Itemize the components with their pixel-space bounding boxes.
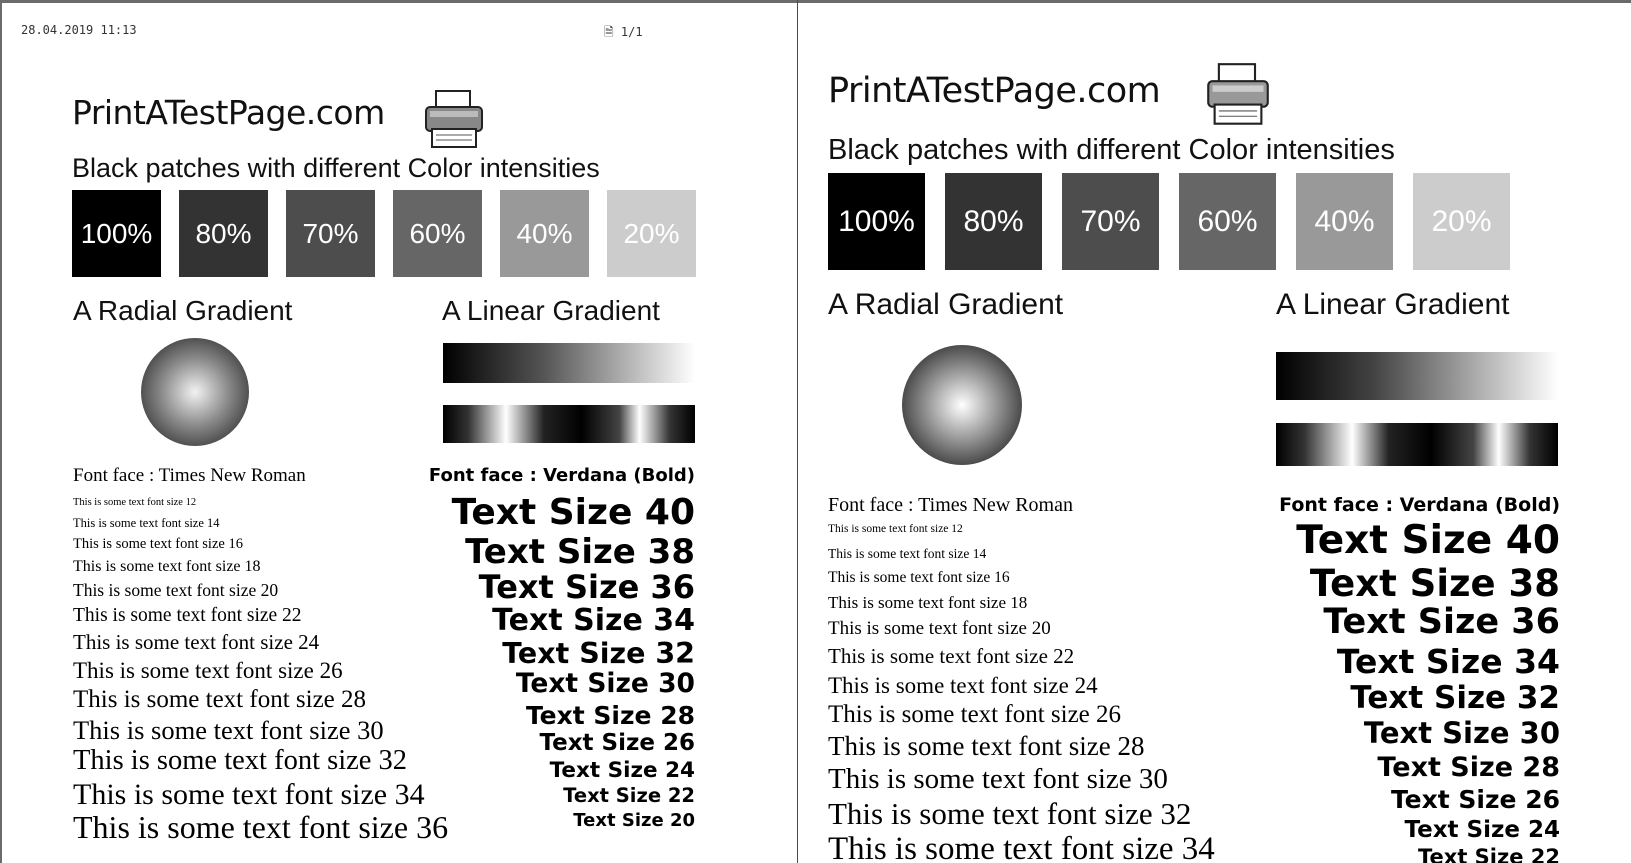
tnr-sample-line: This is some text font size 32 <box>828 796 1192 831</box>
repeating-gradient-bar <box>1276 423 1558 466</box>
tnr-sample-line: This is some text font size 16 <box>73 536 243 552</box>
verdana-sample-line: Text Size 28 <box>1377 752 1560 783</box>
print-timestamp: 28.04.2019 11:13 <box>21 23 137 37</box>
color-patch: 100% <box>828 173 925 270</box>
tnr-sample-line: This is some text font size 24 <box>828 673 1098 698</box>
color-patch: 100% <box>72 190 161 277</box>
verdana-sample-line: Text Size 40 <box>451 492 695 533</box>
verdana-sample-line: Text Size 36 <box>1323 602 1560 642</box>
verdana-sample-line: Text Size 32 <box>1350 680 1560 716</box>
tnr-sample-line: This is some text font size 18 <box>73 558 261 575</box>
printer-icon <box>422 89 486 151</box>
linear-gradient-title: A Linear Gradient <box>442 295 660 326</box>
linear-gradient-title: A Linear Gradient <box>1276 288 1510 321</box>
color-patch: 40% <box>500 190 589 277</box>
linear-gradient-bar <box>443 343 695 383</box>
tnr-sample-line: This is some text font size 18 <box>828 593 1028 612</box>
verdana-sample-line: Text Size 26 <box>539 730 695 756</box>
logo-text: PrintATestPage.com <box>828 71 1161 111</box>
tnr-sample-line: This is some text font size 26 <box>828 701 1122 728</box>
tnr-sample-line: This is some text font size 12 <box>828 523 963 535</box>
radial-gradient-title: A Radial Gradient <box>73 295 293 326</box>
color-patch: 80% <box>945 173 1042 270</box>
verdana-sample-line: Text Size 30 <box>1363 716 1560 750</box>
tnr-sample-line: This is some text font size 22 <box>73 605 302 626</box>
logo-text: PrintATestPage.com <box>72 93 385 132</box>
color-patch: 60% <box>393 190 482 277</box>
patches-title: Black patches with different Color intensities <box>72 153 600 183</box>
tnr-sample-line: This is some text font size 30 <box>73 715 384 745</box>
tnr-sample-line: This is some text font size 12 <box>73 497 197 508</box>
verdana-sample-line: Text Size 34 <box>492 603 695 638</box>
verdana-samples <box>1220 518 1560 863</box>
tnr-sample-line: This is some text font size 14 <box>828 546 987 561</box>
repeating-gradient-bar <box>443 405 695 443</box>
tnr-sample-line: This is some text font size 28 <box>828 731 1145 761</box>
tnr-sample-line: This is some text font size 16 <box>828 569 1010 586</box>
color-patch: 70% <box>286 190 375 277</box>
verdana-sample-line: Text Size 22 <box>1418 845 1560 863</box>
tnr-sample-line: This is some text font size 36 <box>73 809 449 845</box>
color-patch: 20% <box>1413 173 1510 270</box>
verdana-sample-line: Text Size 24 <box>1404 817 1560 843</box>
tnr-sample-line: This is some text font size 26 <box>73 658 343 683</box>
tnr-sample-line: This is some text font size 20 <box>73 580 279 600</box>
radial-gradient-circle <box>902 345 1022 465</box>
color-patch: 80% <box>179 190 268 277</box>
patches-title: Black patches with different Color intensities <box>828 134 1395 166</box>
radial-gradient-circle <box>141 338 249 446</box>
tnr-sample-line: This is some text font size 28 <box>73 686 367 713</box>
color-patch: 70% <box>1062 173 1159 270</box>
color-patch: 60% <box>1179 173 1276 270</box>
page-counter-value: 1/1 <box>620 25 643 39</box>
tnr-sample-line: This is some text font size 24 <box>73 630 320 654</box>
tnr-heading: Font face : Times New Roman <box>828 494 1073 516</box>
verdana-sample-line: Text Size 20 <box>573 810 695 831</box>
verdana-sample-line: Text Size 22 <box>563 784 695 807</box>
verdana-sample-line: Text Size 30 <box>515 668 695 699</box>
verdana-sample-line: Text Size 26 <box>1390 785 1560 814</box>
verdana-samples <box>375 492 695 863</box>
verdana-sample-line: Text Size 38 <box>1309 562 1560 605</box>
tnr-samples <box>828 523 1248 863</box>
verdana-sample-line: Text Size 24 <box>549 758 695 783</box>
page-icon: 🗎 <box>604 25 614 39</box>
radial-gradient-title: A Radial Gradient <box>828 288 1064 321</box>
color-patch: 40% <box>1296 173 1393 270</box>
tnr-heading: Font face : Times New Roman <box>73 465 306 486</box>
verdana-heading: Font face : Verdana (Bold) <box>428 465 695 486</box>
printer-icon <box>1204 61 1272 129</box>
verdana-sample-line: Text Size 32 <box>502 637 695 670</box>
verdana-sample-line: Text Size 38 <box>465 532 695 572</box>
verdana-sample-line: Text Size 28 <box>525 701 695 730</box>
color-patch: 20% <box>607 190 696 277</box>
verdana-sample-line: Text Size 36 <box>478 568 695 606</box>
tnr-sample-line: This is some text font size 14 <box>73 516 220 530</box>
verdana-sample-line: Text Size 34 <box>1336 642 1560 681</box>
tnr-sample-line: This is some text font size 34 <box>73 778 425 811</box>
verdana-heading: Font face : Verdana (Bold) <box>1279 494 1560 516</box>
page-counter <box>604 23 643 44</box>
tnr-sample-line: This is some text font size 32 <box>73 745 408 776</box>
verdana-sample-line: Text Size 40 <box>1296 518 1560 563</box>
linear-gradient-bar <box>1276 352 1558 400</box>
tnr-sample-line: This is some text font size 20 <box>828 618 1051 639</box>
tnr-sample-line: This is some text font size 30 <box>828 763 1168 795</box>
tnr-sample-line: This is some text font size 22 <box>828 644 1075 668</box>
print-preview-page <box>0 0 797 863</box>
rendered-page <box>798 0 1631 863</box>
tnr-sample-line: This is some text font size 34 <box>828 831 1215 863</box>
